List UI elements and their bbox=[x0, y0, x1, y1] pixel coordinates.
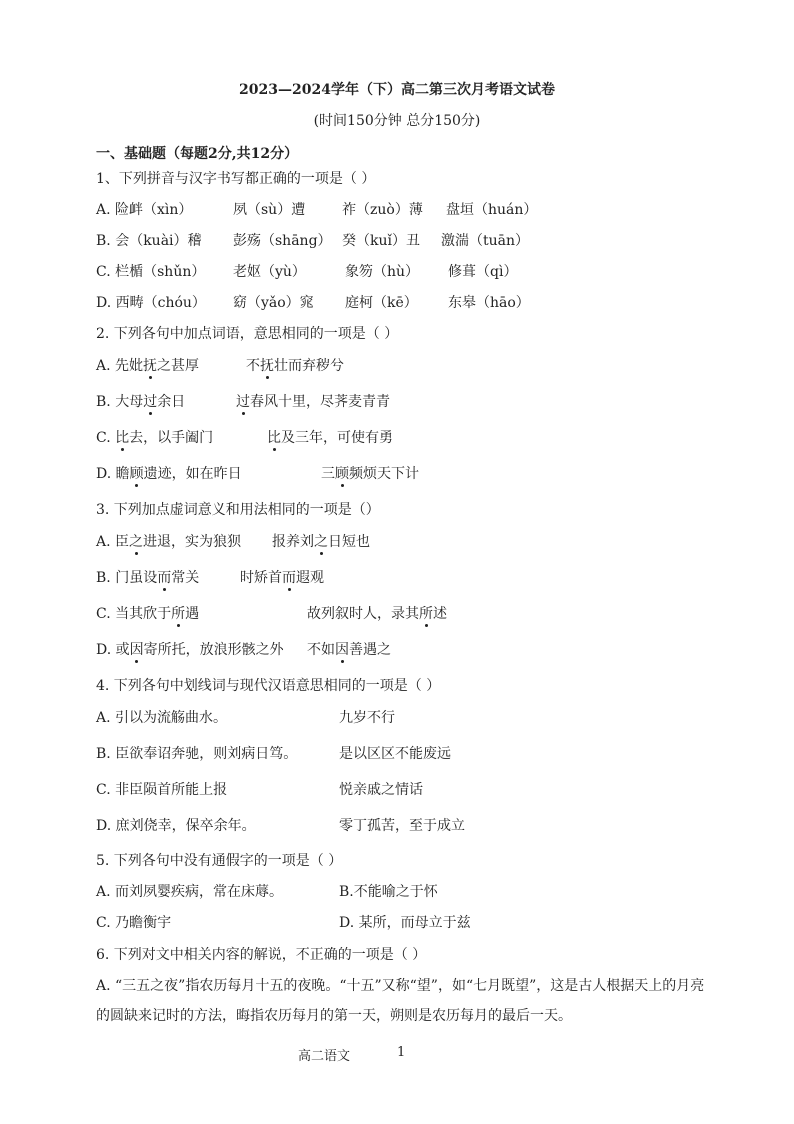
q3-stem: 3. 下列加点虚词意义和用法相同的一项是（） bbox=[96, 502, 380, 518]
exam-page: 2023—2024学年（下）高二第三次月考语文试卷 (时间150分钟 总分150分) 一、基础题（每题2分,共12分） 1、下列拼音与汉字书写都正确的一项是（ ） A. 险衅（xìn） 夙（sù）遭 祚（zuò）薄 盘垣（huán） B. 会（kuài）稽 彭殇（shāng） 癸（kuǐ）丑 激湍（tuān） C. 栏楯（shǔn） 老妪（yù） 象笏（hù） 修葺（qì） D. 西畴（chóu） 窈（yǎo）窕 庭柯（kē） 东皋（hāo） 2. 下列各句中加点词语，意思相同的一项是（ ） A. 先妣抚之甚厚 不抚壮而弃秽兮 B. 大母过余日 过春风十里，尽荠麦青青 C. 比去，以手阖门 比及三年，可使有勇 D. 瞻顾遗迹，如在昨日 三顾频烦天下计 3. 下列加点虚词意义和用法相同的一项是（） A. 臣之进退，实为狼狈 报养刘之日短也 B. 门虽设而常关 时矫首而遐观 C. 当其欣于所遇 故列叙时人，录其所述 D. 或因寄所托，放浪形骸之外 不如因善遇之 4. 下列各句中划线词与现代汉语意思相同的一项是（ ） A. 引以为流觞曲水。 九岁不行 B. 臣欲奉诏奔驰，则刘病日笃。 是以区区不能废远 C. 非臣陨首所能上报 悦亲戚之情话 D. 庶刘侥幸，保卒余年。 零丁孤苦，至于成立 5. 下列各句中没有通假字的一项是（ ） A. 而刘夙婴疾病，常在床蓐。 B.不能喻之于怀 C. 乃瞻衡宇 D. 某所，而母立于兹 6. 下列对文中相关内容的解说，不正确的一项是（ ） A. “三五之夜”指农历每月十五的夜晚。“十五”又称“望”，如“七月既望”，这是古人根据天上的月亮 的圆缺来记时的方法，晦指农历每月的第一天，朔则是农历每月的最后一天。 高二语文 1 bbox=[0, 0, 794, 1124]
footer-page-number: 1 bbox=[397, 1045, 406, 1060]
q2-stem: 2. 下列各句中加点词语，意思相同的一项是（ ） bbox=[96, 326, 399, 342]
q5-stem: 5. 下列各句中没有通假字的一项是（ ） bbox=[96, 853, 343, 869]
section-heading: 一、基础题（每题2分,共12分） bbox=[96, 146, 299, 162]
exam-title: 2023—2024学年（下）高二第三次月考语文试卷 bbox=[239, 82, 555, 98]
q6-option-a-line1: A. “三五之夜”指农历每月十五的夜晚。“十五”又称“望”，如“七月既望”，这是古人根据天上的月亮 bbox=[96, 978, 705, 994]
q1-stem: 1、下列拼音与汉字书写都正确的一项是（ ） bbox=[96, 171, 376, 187]
exam-subtitle: (时间150分钟 总分150分) bbox=[313, 113, 481, 129]
q6-option-a-line2: 的圆缺来记时的方法，晦指农历每月的第一天，朔则是农历每月的最后一天。 bbox=[96, 1008, 572, 1024]
q6-stem: 6. 下列对文中相关内容的解说，不正确的一项是（ ） bbox=[96, 947, 427, 963]
q4-stem: 4. 下列各句中划线词与现代汉语意思相同的一项是（ ） bbox=[96, 678, 441, 694]
footer-subject: 高二语文 bbox=[298, 1049, 351, 1064]
